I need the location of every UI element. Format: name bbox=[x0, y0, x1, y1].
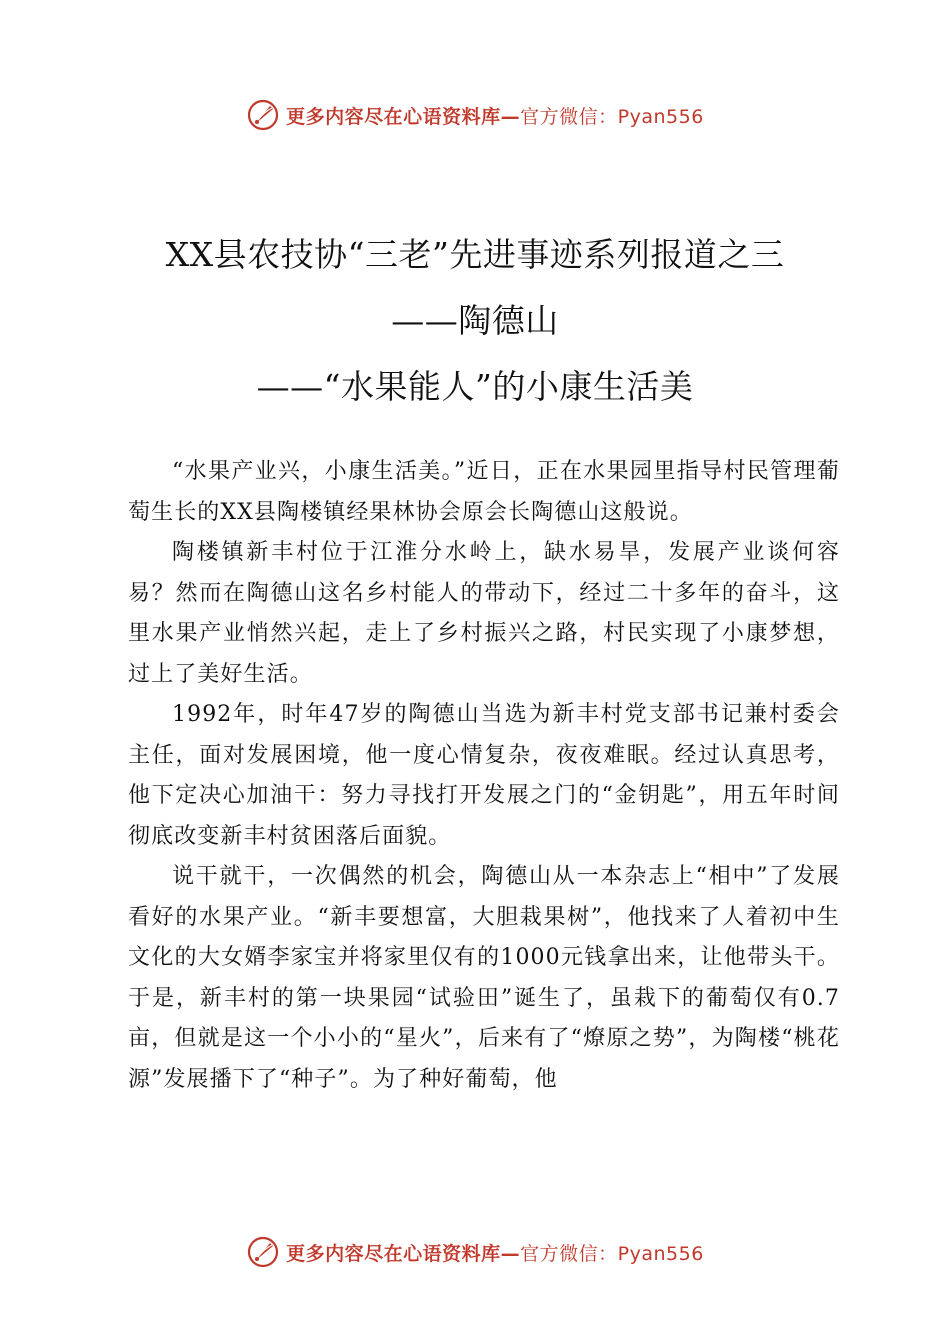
banner-text bbox=[286, 1239, 704, 1266]
title-line-2: ——陶德山 bbox=[391, 301, 559, 340]
article-title bbox=[0, 222, 950, 420]
banner-wechat-text: 官方微信：Pyan556 bbox=[520, 105, 704, 128]
paragraph-3: 1992年，时年47岁的陶德山当选为新丰村党支部书记兼村委会主任，面对发展困境，他一度心情复杂，夜夜难眠。经过认真思考，他下定决心加油干：努力寻找打开发展之门的“金钥匙”，用五年时间彻底改变新丰村贫困落后面貌。 bbox=[128, 702, 840, 849]
footer-banner bbox=[0, 1232, 950, 1272]
banner-text bbox=[286, 102, 704, 129]
paragraph-1: “水果产业兴，小康生活美。”近日，正在水果园里指导村民管理葡萄生长的XX县陶楼镇经果林协会原会长陶德山这般说。 bbox=[128, 459, 840, 525]
banner-main-text: 更多内容尽在心语资料库— bbox=[286, 105, 521, 128]
quill-logo-icon bbox=[246, 98, 280, 132]
article-body bbox=[128, 452, 840, 1100]
banner-wechat-text: 官方微信：Pyan556 bbox=[520, 1242, 704, 1265]
paragraph-4: 说干就干，一次偶然的机会，陶德山从一本杂志上“相中”了发展看好的水果产业。“新丰要想富，大胆栽果树”，他找来了人着初中生文化的大女婿李家宝并将家里仅有的1000元钱拿出来，让他带头干。于是，新丰村的第一块果园“试验田”诞生了，虽栽下的葡萄仅有0.7亩，但就是这一个小小的“星火”，后来有了“燎原之势”，为陶楼“桃花源”发展播下了“种子”。为了种好葡萄，他 bbox=[128, 864, 840, 1092]
banner-main-text: 更多内容尽在心语资料库— bbox=[286, 1242, 521, 1265]
quill-logo-icon bbox=[246, 1235, 280, 1269]
title-line-1: XX县农技协“三老”先进事迹系列报道之三 bbox=[165, 235, 785, 274]
title-line-3: ——“水果能人”的小康生活美 bbox=[256, 367, 694, 406]
header-banner bbox=[0, 95, 950, 135]
paragraph-2: 陶楼镇新丰村位于江淮分水岭上，缺水易旱，发展产业谈何容易？然而在陶德山这名乡村能人的带动下，经过二十多年的奋斗，这里水果产业悄然兴起，走上了乡村振兴之路，村民实现了小康梦想，过上了美好生活。 bbox=[128, 540, 840, 687]
